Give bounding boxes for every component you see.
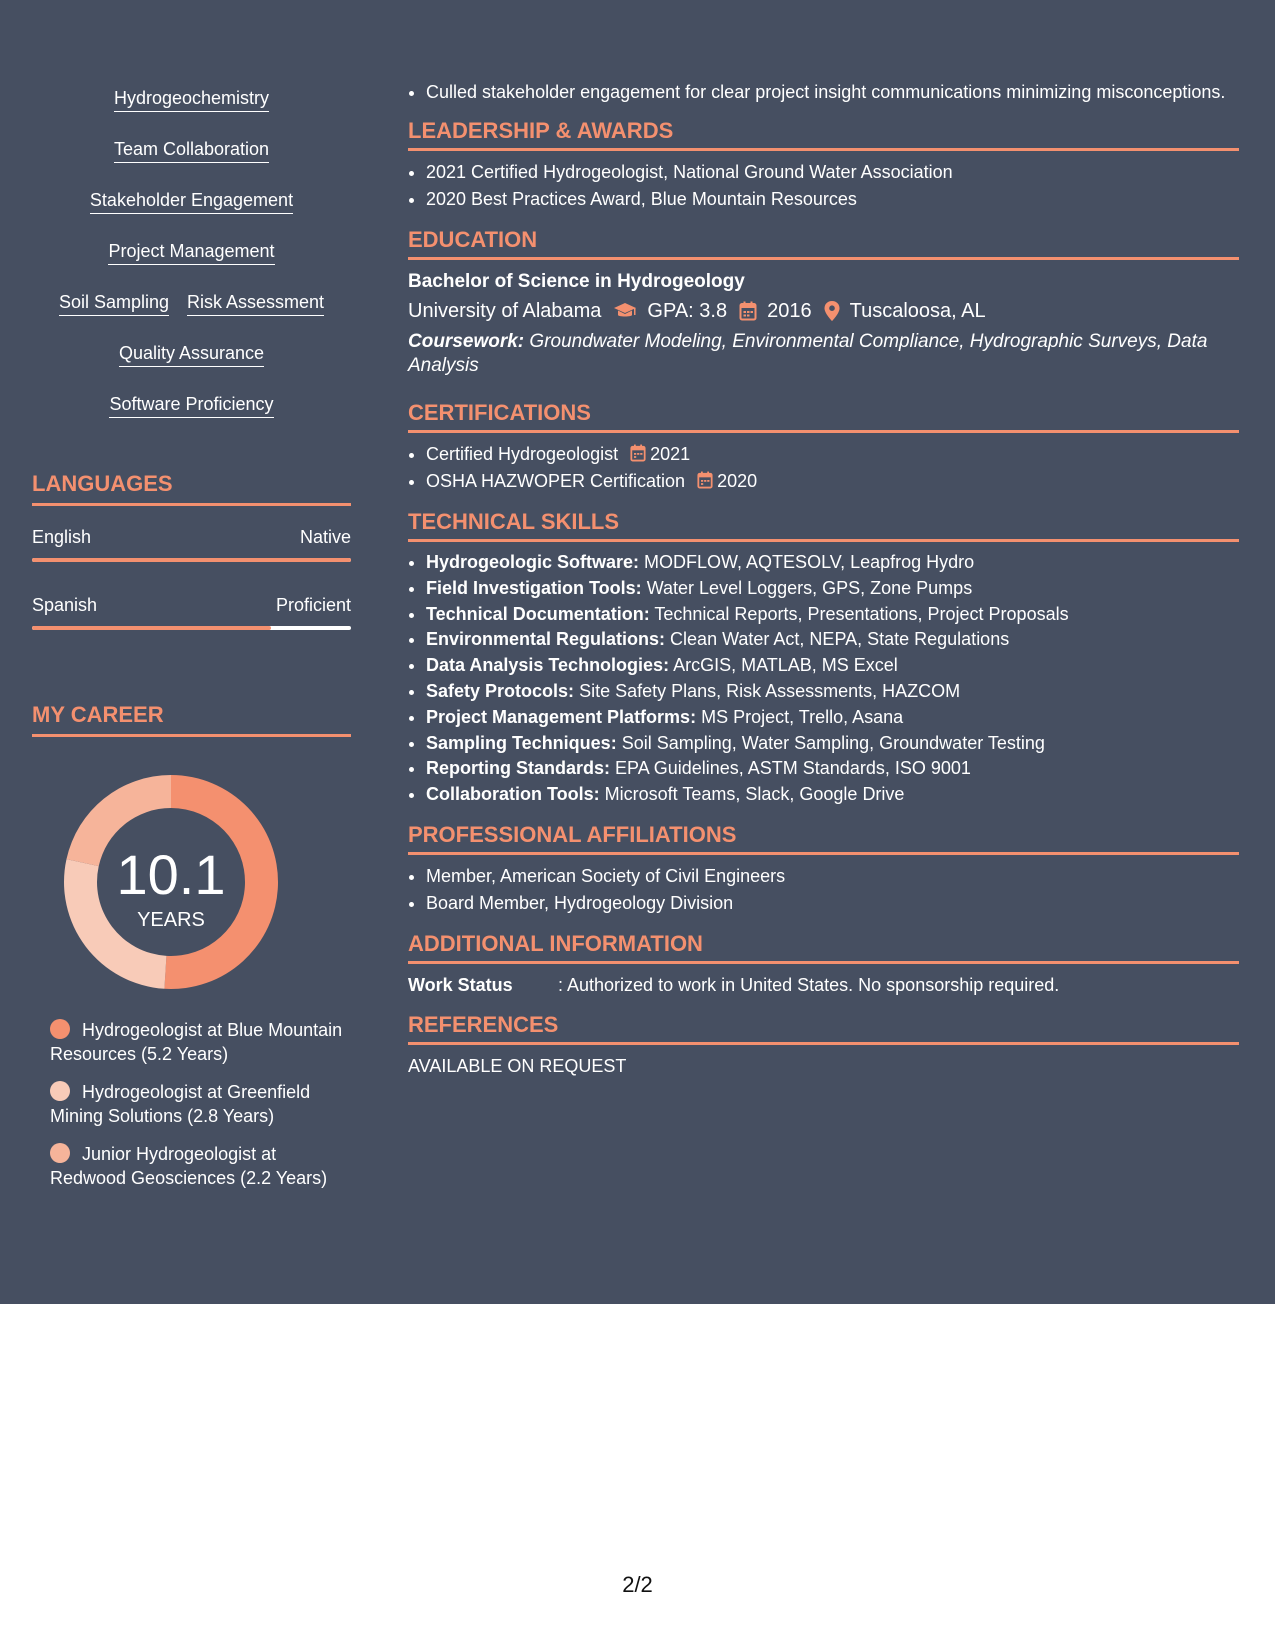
technical-skill-value: Technical Reports, Presentations, Project Proposals: [654, 603, 1069, 624]
certification-item: [426, 441, 1239, 468]
technical-skill-item: [426, 756, 1239, 782]
language-level: Native: [299, 527, 351, 547]
affiliation-item: • Board Member, Hydrogeology Division: [426, 890, 1239, 917]
legend-dot: [50, 1019, 70, 1039]
language-bar: [32, 558, 351, 562]
career-heading: MY CAREER: [32, 702, 351, 737]
technical-skill-item: [426, 627, 1239, 653]
technical-skill-value: ArcGIS, MATLAB, MS Excel: [673, 655, 898, 676]
graduation-cap-icon: [613, 302, 637, 320]
references-section: [408, 1012, 1239, 1079]
references-heading: REFERENCES: [408, 1012, 1239, 1045]
technical-skills-heading: TECHNICAL SKILLS: [408, 509, 1239, 542]
leadership-section: [408, 118, 1239, 213]
map-pin-icon: [824, 301, 840, 321]
technical-skill-value: Microsoft Teams, Slack, Google Drive: [604, 784, 905, 805]
skill-tag: Stakeholder Engagement: [90, 189, 293, 214]
technical-skill-item: [426, 550, 1239, 576]
additional-info-section: [408, 931, 1239, 998]
gpa: GPA: 3.8: [647, 300, 728, 322]
skill-tag: Quality Assurance: [119, 342, 264, 367]
technical-skill-item: [426, 731, 1239, 757]
technical-skill-label: Hydrogeologic Software:: [426, 552, 640, 572]
legend-label: Junior Hydrogeologist at Redwood Geosciences (2.2 Years): [50, 1144, 328, 1188]
education-heading: EDUCATION: [408, 227, 1239, 260]
school-name: University of Alabama: [408, 300, 602, 322]
career-donut-chart: [32, 737, 351, 1007]
skill-tag: Software Proficiency: [109, 393, 273, 418]
legend-dot: [50, 1081, 70, 1101]
calendar-icon: [739, 301, 757, 321]
technical-skill-item: [426, 602, 1239, 628]
legend-label: Hydrogeologist at Greenfield Mining Solutions (2.8 Years): [50, 1082, 311, 1126]
affiliations-section: [408, 822, 1239, 917]
calendar-icon: [630, 444, 646, 462]
technical-skill-item: [426, 576, 1239, 602]
technical-skills-list: [408, 550, 1239, 808]
award-item: • 2020 Best Practices Award, Blue Mountain Resources: [426, 186, 1239, 213]
coursework-list: Groundwater Modeling, Environmental Compliance, Hydrographic Surveys, Data Analysis: [408, 331, 1208, 376]
language-row: [32, 526, 351, 548]
technical-skill-value: Soil Sampling, Water Sampling, Groundwater Testing: [621, 732, 1045, 753]
certification-name: OSHA HAZWOPER Certification: [426, 471, 686, 491]
coursework: [408, 330, 1239, 378]
languages-heading: LANGUAGES: [32, 471, 351, 506]
technical-skill-label: Environmental Regulations:: [426, 629, 666, 650]
education-details: [408, 296, 1239, 326]
technical-skill-item: [426, 782, 1239, 808]
certification-year: 2020: [717, 471, 758, 491]
leadership-heading: LEADERSHIP & AWARDS: [408, 118, 1239, 151]
technical-skill-value: Site Safety Plans, Risk Assessments, HAZCOM: [579, 680, 961, 701]
technical-skill-label: Technical Documentation:: [426, 603, 650, 624]
donut-center-value: 10.1: [116, 843, 226, 906]
school-location: Tuscaloosa, AL: [849, 300, 986, 322]
award-item: • 2021 Certified Hydrogeologist, National Ground Water Association: [426, 159, 1239, 186]
technical-skill-value: EPA Guidelines, ASTM Standards, ISO 9001: [615, 758, 971, 779]
technical-skill-label: Data Analysis Technologies:: [426, 655, 670, 676]
calendar-icon: [697, 471, 713, 489]
technical-skills-section: [408, 509, 1239, 808]
experience-bullet: • Culled stakeholder engagement for clear project insight communications minimizing misconceptions.: [426, 80, 1239, 104]
language-name: English: [32, 527, 92, 547]
main-column: [408, 80, 1239, 1093]
certification-item: [426, 468, 1239, 495]
coursework-label: Coursework:: [408, 331, 525, 352]
certification-name: Certified Hydrogeologist: [426, 444, 619, 464]
skill-tag: Team Collaboration: [114, 138, 269, 163]
certifications-heading: CERTIFICATIONS: [408, 400, 1239, 433]
technical-skill-label: Safety Protocols:: [426, 680, 575, 701]
graduation-year: 2016: [767, 300, 812, 322]
technical-skill-label: Reporting Standards:: [426, 758, 611, 779]
additional-info-heading: ADDITIONAL INFORMATION: [408, 931, 1239, 964]
career-section: [32, 702, 351, 1190]
work-status-value: : Authorized to work in United States. No sponsorship required.: [558, 974, 1060, 995]
technical-skill-label: Field Investigation Tools:: [426, 577, 642, 598]
certifications-section: [408, 400, 1239, 495]
technical-skill-value: MS Project, Trello, Asana: [701, 706, 904, 727]
language-bar-fill: [32, 626, 271, 630]
language-name: Spanish: [32, 595, 98, 615]
languages-section: [32, 471, 351, 630]
donut-center-label: YEARS: [137, 909, 205, 931]
technical-skill-value: Water Level Loggers, GPS, Zone Pumps: [646, 577, 973, 598]
page-number: 2/2: [622, 1572, 653, 1597]
technical-skill-value: Clean Water Act, NEPA, State Regulations: [670, 629, 1010, 650]
sidebar: [32, 80, 351, 1204]
certification-year: 2021: [650, 444, 691, 464]
skill-tag: Soil Sampling: [59, 291, 169, 316]
legend-dot: [50, 1143, 70, 1163]
work-status-label: Work Status: [408, 974, 513, 995]
legend-item: [50, 1018, 351, 1066]
language-level: Proficient: [275, 595, 351, 615]
experience-tail: [408, 80, 1239, 104]
language-row: [32, 594, 351, 616]
legend-item: [50, 1080, 351, 1128]
career-legend: [32, 1018, 351, 1190]
skills-list: [32, 80, 351, 437]
language-bar: [32, 626, 351, 630]
technical-skill-label: Collaboration Tools:: [426, 784, 600, 805]
work-status-row: [408, 972, 1239, 998]
references-text: AVAILABLE ON REQUEST: [408, 1055, 627, 1076]
language-bar-fill: [32, 558, 351, 562]
technical-skill-item: [426, 653, 1239, 679]
affiliations-heading: PROFESSIONAL AFFILIATIONS: [408, 822, 1239, 855]
affiliation-item: • Member, American Society of Civil Engineers: [426, 863, 1239, 890]
technical-skill-label: Project Management Platforms:: [426, 706, 697, 727]
legend-item: [50, 1142, 351, 1190]
technical-skill-label: Sampling Techniques:: [426, 732, 617, 753]
skill-tag: Project Management: [108, 240, 274, 265]
legend-label: Hydrogeologist at Blue Mountain Resources (5.2 Years): [50, 1020, 343, 1064]
skill-tag: Risk Assessment: [187, 291, 324, 316]
education-section: [408, 227, 1239, 378]
degree: Bachelor of Science in Hydrogeology: [408, 271, 745, 292]
skill-tag: Hydrogeochemistry: [114, 87, 269, 112]
technical-skill-value: MODFLOW, AQTESOLV, Leapfrog Hydro: [644, 552, 975, 572]
technical-skill-item: [426, 705, 1239, 731]
technical-skill-item: [426, 679, 1239, 705]
